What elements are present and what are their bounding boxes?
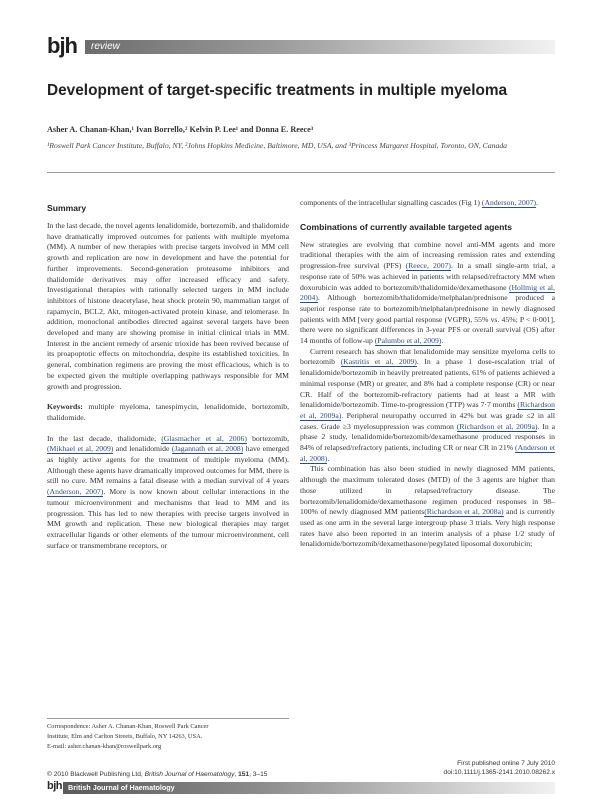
right-column	[300, 198, 555, 550]
citation-link[interactable]: (Glasmacher et al, 2006)	[161, 433, 247, 443]
body-paragraph: Current research has shown that lenalidomide may sensitize myeloma cells to bortezomib (Kastritis et al, 2009). In a phase 1 dose-escalation trial of lenalidomide/bortezomib in heavily pretreated patients, 61% of patients achieved a minimal response (MR) or greater, and 8% had a complete response (CR) or near CR. Half of the bortezomib-refractory patients had at least a MR with lenalidomide/bortezomib. Time-to-progression (TTP) was 7·7 months (Richardson et al, 2009a). Peripheral neuropathy occurred in 42% but was grade ≤2 in all cases. Grade ≥3 myelosuppression was common (Richardson et al, 2009a). In a phase 2 study, lenalidomide/bortezomib/dexamethasone produced responses in 84% of relapsed/refractory patients, including CR or near CR in 21% (Anderson et al, 2008).	[300, 346, 555, 463]
journal-footer-banner	[47, 781, 555, 794]
journal-header	[47, 34, 555, 58]
body-paragraph: New strategies are evolving that combine novel anti-MM agents and more traditional therapies with the aim of increasing remission rates and extending progression-free survival (PFS) (Reece, 2007). In a small single-arm trial, a response rate of 50% was achieved in patients with relapsed/refractory MM when doxorubicin was added to bortezomib/thalidomide/dexamethasone (Hollmig et al, 2004). Although bortezomib/thalidomide/melphalan/prednisone produced a superior response rate to bortezomib/melphalan/prednisone in newly diagnosed patients with MM [very good partial response (VGPR), 55% vs. 45%; P < 0·001], there were no significant differences in 3-year PFS or overall survival (OS) after 14 months of follow-up (Palumbo et al, 2009).	[300, 239, 555, 346]
citation-link[interactable]: (Kastritis et al, 2009)	[340, 357, 417, 367]
section-label: review	[91, 41, 120, 52]
citation-link[interactable]: (Anderson, 2007)	[481, 198, 537, 207]
body-paragraph: This combination has also been studied in newly diagnosed MM patients, although the maximum tolerated doses (MTD) of the 3 agents are higher than those utilized in relapsed/refractory disease. The bortezomib/lenalidomide/dexamethasone regimen produced responses in 98–100% of newly diagnosed MM patients(Richardson et al, 2008a) and is currently used as one arm in the several large intergroup phase 3 trials. Very high response rates have also been reported in an interim analysis of a phase 1/2 study of lenalidomide/bortezomib/dexamethasone/pegylated liposomal doxorubicin;	[300, 464, 555, 549]
citation-link[interactable]: (Richardson et al, 2009a)	[300, 400, 555, 420]
divider	[47, 718, 289, 719]
keywords-label: Keywords:	[47, 402, 83, 412]
summary-heading: Summary	[47, 203, 87, 213]
intro-paragraph: In the last decade, thalidomide, (Glasmacher et al, 2006) bortezomib, (Mikhael et al, 2009) and lenalidomide (Jagannath et al, 2008) have emerged as highly active agents for the treatment of multiple myeloma (MM). Although these agents have dramatically improved outcomes for MM, there is still no cure. MM remains a fatal disease with a median survival of 4 years (Anderson, 2007). More is now known about cellular interactions in the tumour microenvironment and mechanisms that lead to MM and its progression. This has led to new therapies with precise targets involved in MM growth and replication. These new biological therapies may target extracellular ligands or other elements of the tumour microenvironment, cell surface or transmembrane receptors, or	[47, 433, 290, 550]
journal-logo-small: bjh	[47, 780, 62, 792]
keywords-list: multiple myeloma, tanespimycin, lenalidomide, bortezomib, thalidomide.	[47, 402, 289, 422]
author-list: Asher A. Chanan-Khan,¹ Ivan Borrello,² Kelvin P. Lee¹ and Donna E. Reece³	[47, 125, 314, 134]
citation-link[interactable]: (Richardson et al, 2008a)	[424, 507, 504, 517]
summary-text: In the last decade, the novel agents lenalidomide, bortezomib, and thalidomide have dramatically improved outcomes for patients with multiple myeloma (MM). A number of new therapies with precise targets involved in MM cell growth and replication are now in development and have the potential for further improvements. Second-generation proteasome inhibitors and thalidomide derivatives may offer increased efficacy and safety. Investigational therapies with rationally selected targets in MM include inhibitors of histone deacetylase, heat shock protein 90, mammalian target of rapamycin, BCL2, Akt, mitogen-activated protein kinase, and telomerase. In addition, monoclonal antibodies directed against several targets have been developed and many are showing promise in initial clinical trials in MM. Interest in the ancient remedy of arsenic trioxide has been revived because of its proapoptotic effects on mitochondria, despite its established toxicities. In general, combination regimens are proving the most efficacious, which is to be expected given the multiple overlapping pathways responsible for MM growth and progression.	[47, 221, 289, 391]
citation-link[interactable]: (Mikhael et al, 2009)	[47, 444, 114, 454]
divider	[47, 172, 555, 173]
section-heading: Combinations of currently available targeted agents	[300, 221, 513, 232]
journal-logo: bjh	[47, 33, 77, 58]
affiliations: ¹Roswell Park Cancer Institute, Buffalo, NY, ²Johns Hopkins Medicine, Baltimore, MD, USA, and ³Princess Margaret Hospital, Toronto, ON, Canada	[47, 141, 508, 150]
continued-paragraph: components of the intracellular signalling cascades (Fig 1) (Anderson, 2007).	[300, 198, 539, 207]
keywords	[47, 402, 289, 423]
section-banner	[85, 40, 555, 54]
citation-link[interactable]: (Anderson et al, 2008)	[300, 443, 555, 463]
correspondence: Correspondence: Asher A. Chanan-Khan, Roswell Park Cancer Institute, Elm and Carlton Streets, Buffalo, NY 14263, USA. E-mail: asher.chanan-khan@roswellpark.org	[47, 722, 289, 751]
left-column	[47, 203, 289, 551]
email-address[interactable]: E-mail: asher.chanan-khan@roswellpark.org	[47, 742, 162, 750]
publication-info	[444, 759, 555, 778]
citation-link[interactable]: (Jagannath et al, 2008)	[171, 444, 244, 454]
citation-link[interactable]: (Richardson et al, 2009a)	[456, 421, 538, 431]
copyright-line: © 2010 Blackwell Publishing Ltd, British Journal of Haematology, 151, 3–15	[47, 771, 268, 778]
citation-link[interactable]: (Reece, 2007)	[405, 261, 451, 271]
footer-gradient	[63, 782, 555, 794]
journal-name: British Journal of Haematology	[68, 783, 175, 792]
citation-link[interactable]: (Hollmig et al, 2004)	[300, 282, 555, 303]
doi[interactable]: doi:10.1111/j.1365-2141.2010.08262.x	[443, 769, 555, 777]
published-date: First published online 7 July 2010	[457, 760, 555, 767]
article-title: Development of target-specific treatments in multiple myeloma	[47, 82, 508, 99]
citation-link[interactable]: (Anderson, 2007)	[47, 487, 104, 497]
citation-link[interactable]: (Palumbo et al, 2009)	[374, 336, 442, 346]
